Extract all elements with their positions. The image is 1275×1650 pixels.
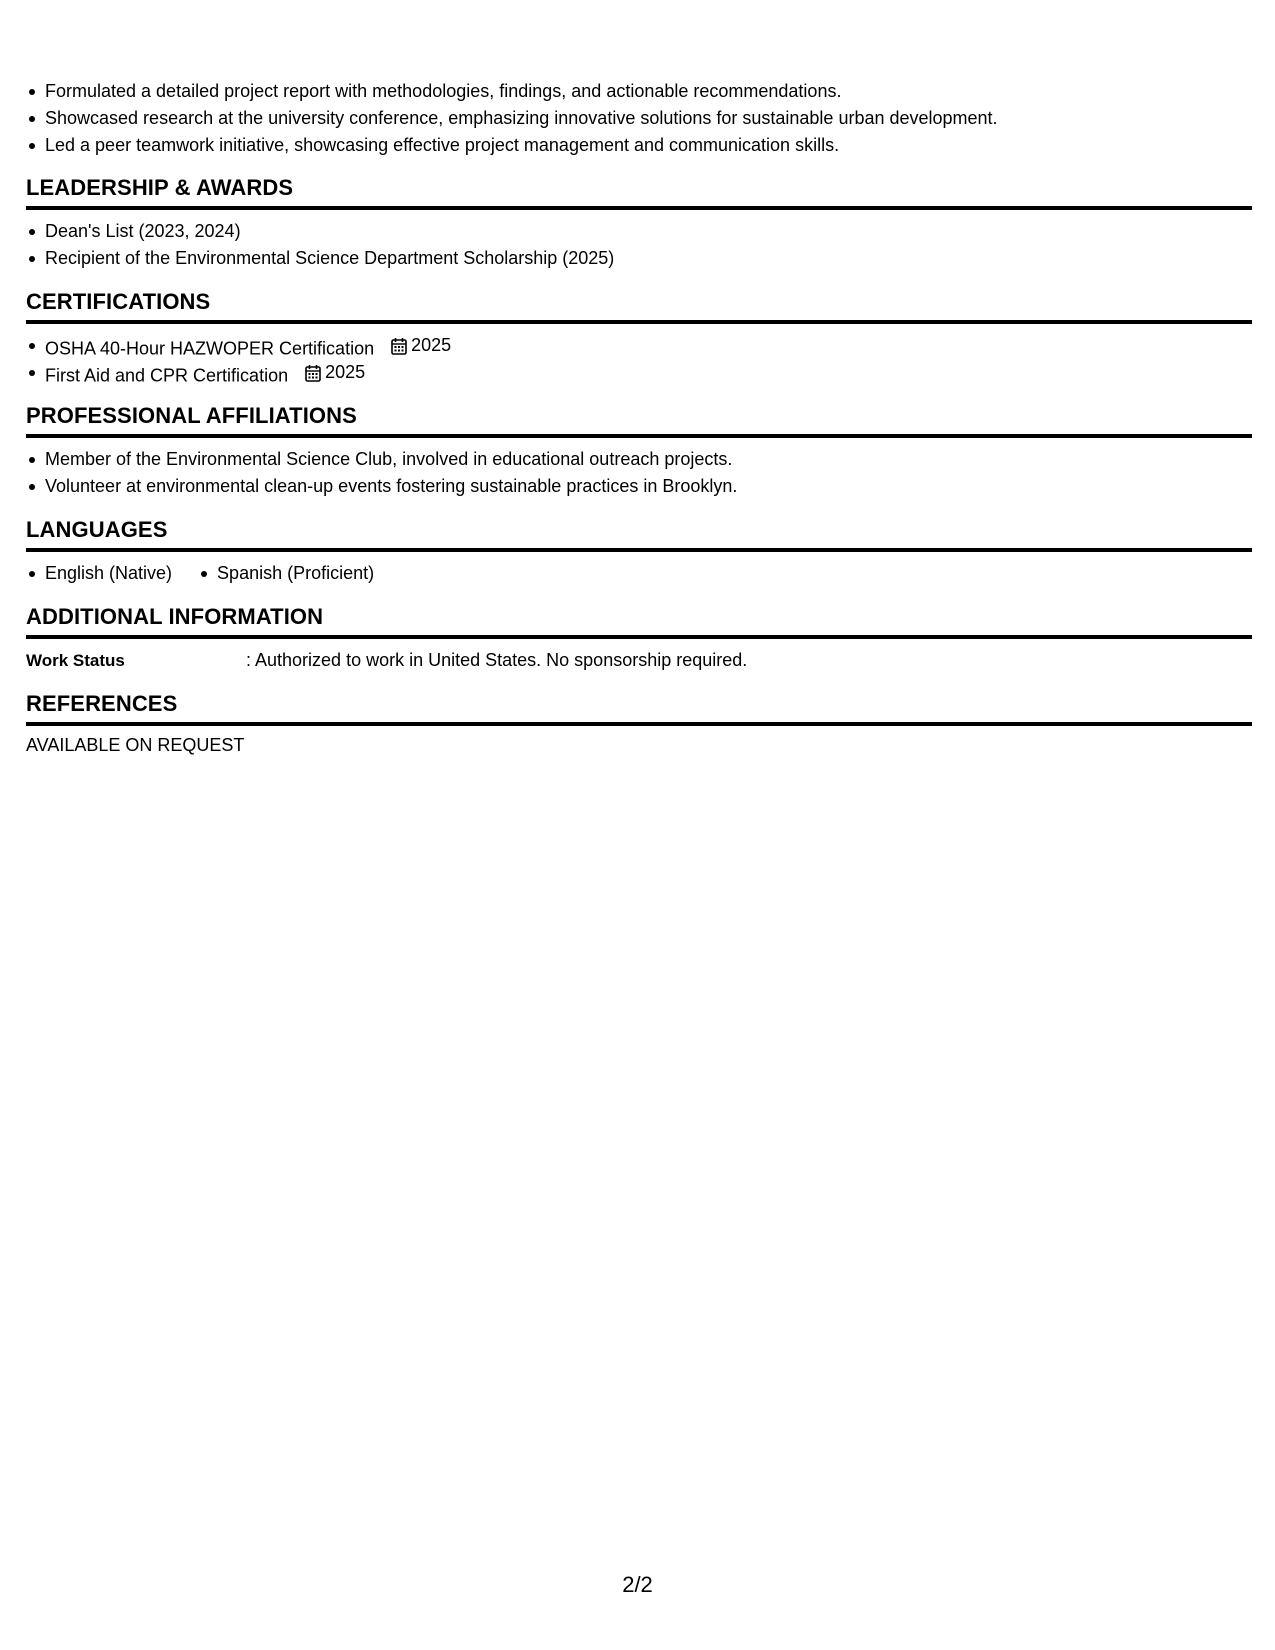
section-divider [26, 722, 1252, 726]
list-item: Volunteer at environmental clean-up events fostering sustainable practices in Brooklyn. [26, 473, 1252, 500]
calendar-icon [391, 337, 407, 355]
list-item: Spanish (Proficient) [198, 560, 374, 587]
certification-date [391, 332, 451, 359]
list-item: Member of the Environmental Science Club, involved in educational outreach projects. [26, 446, 1252, 473]
section-heading: PROFESSIONAL AFFILIATIONS [26, 403, 357, 428]
work-status-label: Work Status [26, 651, 125, 670]
certification-year: 2025 [325, 362, 366, 382]
section-divider [26, 548, 1252, 552]
section-heading: LEADERSHIP & AWARDS [26, 175, 294, 200]
certification-name: First Aid and CPR Certification [45, 365, 289, 386]
list-item: Led a peer teamwork initiative, showcasing effective project management and communication skills. [26, 132, 1252, 159]
work-status-value: : Authorized to work in United States. No sponsorship required. [246, 650, 748, 670]
affiliations-list [26, 446, 1252, 500]
list-item: Dean's List (2023, 2024) [26, 218, 1252, 245]
section-divider [26, 320, 1252, 324]
list-item: Recipient of the Environmental Science Department Scholarship (2025) [26, 245, 1252, 272]
certifications-list [26, 332, 1252, 386]
section-heading: REFERENCES [26, 691, 178, 716]
resume-content [26, 78, 1252, 759]
section-heading: LANGUAGES [26, 517, 168, 542]
additional-info-section [26, 604, 1252, 674]
list-item: Showcased research at the university conference, emphasizing innovative solutions for sustainable urban development. [26, 105, 1252, 132]
leadership-list [26, 218, 1252, 272]
list-item: Formulated a detailed project report with methodologies, findings, and actionable recommendations. [26, 78, 1252, 105]
references-text: AVAILABLE ON REQUEST [26, 735, 245, 755]
calendar-icon [305, 364, 321, 382]
work-status-row [26, 647, 1252, 674]
list-item: English (Native) [26, 560, 172, 587]
section-heading: ADDITIONAL INFORMATION [26, 604, 324, 629]
leadership-section [26, 175, 1252, 272]
section-divider [26, 434, 1252, 438]
section-divider [26, 635, 1252, 639]
list-item [26, 359, 1252, 386]
project-bullets [26, 78, 1252, 159]
affiliations-section [26, 403, 1252, 500]
certification-year: 2025 [411, 335, 452, 355]
references-section [26, 691, 1252, 759]
section-divider [26, 206, 1252, 210]
certification-date [305, 359, 365, 386]
page-number: 2/2 [622, 1572, 653, 1597]
languages-section [26, 517, 1252, 587]
list-item [26, 332, 1252, 359]
certifications-section [26, 289, 1252, 386]
section-heading: CERTIFICATIONS [26, 289, 211, 314]
certification-name: OSHA 40-Hour HAZWOPER Certification [45, 338, 375, 359]
languages-list [26, 560, 1252, 587]
